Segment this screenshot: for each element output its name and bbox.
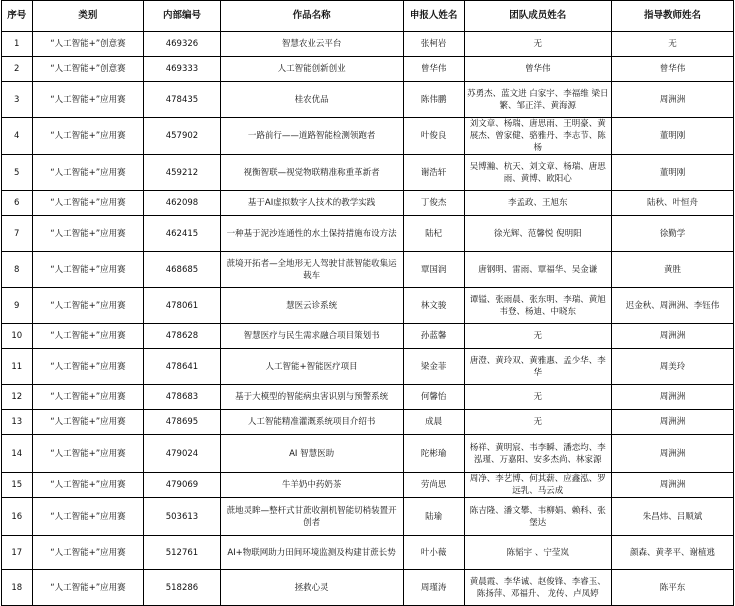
cell-code: 478683: [144, 385, 220, 410]
table-row: [2, 473, 734, 498]
cell-category: “人工智能+”应用赛: [32, 191, 144, 216]
cell-applicant: 梁金菲: [403, 349, 464, 385]
cell-members: 刘文章、杨瑞、唐思雨、王明豪、黄展杰、曾家健、骆雅丹、李志节、陈杨: [464, 118, 611, 155]
cell-category: “人工智能+”应用赛: [32, 288, 144, 324]
cell-code: 469326: [144, 32, 220, 57]
cell-title: 慧医云诊系统: [220, 288, 403, 324]
cell-title: AI 智慧医助: [220, 435, 403, 473]
cell-applicant: 陈伟鹏: [403, 82, 464, 118]
cell-title: 一种基于泥沙连通性的水土保持措施布设方法: [220, 216, 403, 252]
cell-members: 无: [464, 385, 611, 410]
cell-code: 478061: [144, 288, 220, 324]
cell-category: “人工智能+”应用赛: [32, 410, 144, 435]
cell-code: 478628: [144, 324, 220, 349]
cell-code: 457902: [144, 118, 220, 155]
table-row: [2, 536, 734, 570]
header-category: 类别: [32, 1, 144, 32]
cell-advisor: 迟金秋、周洲洲、李钰伟: [611, 288, 733, 324]
cell-title: 蔗境开拓者—全地形无人驾驶甘蔗智能收集运载车: [220, 252, 403, 288]
cell-title: 桂农优品: [220, 82, 403, 118]
cell-code: 503613: [144, 498, 220, 536]
table-row: [2, 118, 734, 155]
cell-no: 10: [2, 324, 33, 349]
cell-no: 3: [2, 82, 33, 118]
table-row: [2, 216, 734, 252]
cell-members: 李孟政、王旭东: [464, 191, 611, 216]
cell-no: 13: [2, 410, 33, 435]
table-row: [2, 155, 734, 191]
cell-category: “人工智能+”应用赛: [32, 349, 144, 385]
table-row: [2, 324, 734, 349]
cell-code: 468685: [144, 252, 220, 288]
header-row: [2, 1, 734, 32]
table-row: [2, 570, 734, 606]
cell-title: 视衡智联—视觉物联精准称重革新者: [220, 155, 403, 191]
cell-advisor: 黄胜: [611, 252, 733, 288]
cell-advisor: 周洲洲: [611, 435, 733, 473]
table-row: [2, 385, 734, 410]
table-row: [2, 435, 734, 473]
table-row: [2, 82, 734, 118]
cell-no: 1: [2, 32, 33, 57]
cell-advisor: 董明刚: [611, 155, 733, 191]
cell-category: “人工智能+”应用赛: [32, 570, 144, 606]
cell-applicant: 孙蓝馨: [403, 324, 464, 349]
cell-category: “人工智能+”应用赛: [32, 536, 144, 570]
cell-advisor: 周洲洲: [611, 385, 733, 410]
cell-advisor: 周洲洲: [611, 324, 733, 349]
cell-members: 黄晨霞、李华诚、赵俊锋、李睿玉、陈扬萍、邓福升、 龙传、卢凤婷: [464, 570, 611, 606]
cell-applicant: 成晨: [403, 410, 464, 435]
cell-applicant: 覃国润: [403, 252, 464, 288]
cell-applicant: 叶俊良: [403, 118, 464, 155]
cell-applicant: 劳尚思: [403, 473, 464, 498]
cell-members: 谭镒、张雨晨、张东明、李瑞、黄旭 韦登、杨迪、中晓东: [464, 288, 611, 324]
cell-category: “人工智能+”应用赛: [32, 498, 144, 536]
cell-code: 469333: [144, 57, 220, 82]
table-row: [2, 349, 734, 385]
cell-title: 一路前行——道路智能检测领跑者: [220, 118, 403, 155]
header-members: 团队成员姓名: [464, 1, 611, 32]
cell-no: 12: [2, 385, 33, 410]
cell-members: 无: [464, 410, 611, 435]
table-row: [2, 288, 734, 324]
cell-no: 8: [2, 252, 33, 288]
cell-code: 479069: [144, 473, 220, 498]
cell-members: 吴博瀚、杭天、刘文章、杨瑞、唐思雨、黄博、欧阳心: [464, 155, 611, 191]
cell-no: 6: [2, 191, 33, 216]
cell-no: 15: [2, 473, 33, 498]
cell-no: 9: [2, 288, 33, 324]
table-row: [2, 32, 734, 57]
cell-title: 智慧农业云平台: [220, 32, 403, 57]
cell-no: 7: [2, 216, 33, 252]
cell-advisor: 朱昌炜、吕顺斌: [611, 498, 733, 536]
cell-no: 17: [2, 536, 33, 570]
cell-title: 人工智能+智能医疗项目: [220, 349, 403, 385]
cell-advisor: 颜森、黄孝平、谢植逃: [611, 536, 733, 570]
cell-applicant: 陆瑜: [403, 498, 464, 536]
cell-no: 5: [2, 155, 33, 191]
cell-code: 518286: [144, 570, 220, 606]
cell-members: 苏勇杰、蓝文进 白家宇、李福维 梁日繁、邹正洋、黄海源: [464, 82, 611, 118]
cell-code: 478641: [144, 349, 220, 385]
cell-code: 478695: [144, 410, 220, 435]
cell-code: 479024: [144, 435, 220, 473]
table-row: [2, 57, 734, 82]
cell-title: AI+物联网助力田间环境监测及构建甘蔗长势: [220, 536, 403, 570]
cell-category: “人工智能+”应用赛: [32, 385, 144, 410]
header-advisor: 指导教师姓名: [611, 1, 733, 32]
table-row: [2, 498, 734, 536]
cell-members: 杨祥、黄明宸、韦李瞬、潘恋均、李泓瑾、万嘉阳、安多杰尚、林家源: [464, 435, 611, 473]
cell-no: 18: [2, 570, 33, 606]
cell-advisor: 周洲洲: [611, 410, 733, 435]
competition-table: [1, 0, 734, 606]
cell-category: “人工智能+”应用赛: [32, 324, 144, 349]
cell-members: 唐钢明、雷雨、覃福华、吴金谦: [464, 252, 611, 288]
cell-applicant: 陀彬瑜: [403, 435, 464, 473]
cell-advisor: 周洲洲: [611, 473, 733, 498]
cell-no: 11: [2, 349, 33, 385]
cell-title: 拯救心灵: [220, 570, 403, 606]
cell-advisor: 周美玲: [611, 349, 733, 385]
cell-category: “人工智能+”应用赛: [32, 252, 144, 288]
table-row: [2, 191, 734, 216]
cell-code: 478435: [144, 82, 220, 118]
table-row: [2, 252, 734, 288]
cell-code: 459212: [144, 155, 220, 191]
table-row: [2, 410, 734, 435]
cell-category: “人工智能+”创意赛: [32, 32, 144, 57]
cell-code: 462098: [144, 191, 220, 216]
cell-advisor: 陈平东: [611, 570, 733, 606]
cell-advisor: 无: [611, 32, 733, 57]
cell-applicant: 谢浩轩: [403, 155, 464, 191]
cell-applicant: 周瑾涛: [403, 570, 464, 606]
cell-title: 人工智能精准灌溉系统项目介绍书: [220, 410, 403, 435]
header-applicant: 申报人姓名: [403, 1, 464, 32]
cell-advisor: 陆秋、叶恒舟: [611, 191, 733, 216]
cell-members: 无: [464, 324, 611, 349]
cell-category: “人工智能+”应用赛: [32, 118, 144, 155]
cell-applicant: 丁俊杰: [403, 191, 464, 216]
cell-title: 基于AI虚拟数字人技术的教学实践: [220, 191, 403, 216]
cell-category: “人工智能+”应用赛: [32, 216, 144, 252]
cell-no: 4: [2, 118, 33, 155]
cell-members: 曾华伟: [464, 57, 611, 82]
cell-no: 16: [2, 498, 33, 536]
cell-category: “人工智能+”创意赛: [32, 57, 144, 82]
cell-advisor: 周洲洲: [611, 82, 733, 118]
cell-applicant: 叶小薇: [403, 536, 464, 570]
cell-members: 陈韬宇 、宁莹岚: [464, 536, 611, 570]
cell-category: “人工智能+”应用赛: [32, 473, 144, 498]
header-title: 作品名称: [220, 1, 403, 32]
cell-title: 智慧医疗与民生需求融合项目策划书: [220, 324, 403, 349]
cell-applicant: 曾华伟: [403, 57, 464, 82]
header-no: 序号: [2, 1, 33, 32]
header-code: 内部编号: [144, 1, 220, 32]
cell-no: 2: [2, 57, 33, 82]
cell-members: 无: [464, 32, 611, 57]
cell-title: 人工智能创新创业: [220, 57, 403, 82]
cell-category: “人工智能+”应用赛: [32, 82, 144, 118]
cell-category: “人工智能+”应用赛: [32, 435, 144, 473]
cell-applicant: 张柯岩: [403, 32, 464, 57]
cell-members: 周净、李艺博、何其薪、应鑫泓、罗远乳、马云成: [464, 473, 611, 498]
cell-applicant: 林文骏: [403, 288, 464, 324]
cell-members: 唐澄、黄玲双、黄雅惠、孟少华、李华: [464, 349, 611, 385]
cell-applicant: 何馨怡: [403, 385, 464, 410]
cell-advisor: 徐勤学: [611, 216, 733, 252]
cell-title: 基于大模型的智能病虫害识别与预警系统: [220, 385, 403, 410]
cell-applicant: 陆杞: [403, 216, 464, 252]
cell-no: 14: [2, 435, 33, 473]
cell-title: 牛羊奶中药奶茶: [220, 473, 403, 498]
cell-advisor: 董明刚: [611, 118, 733, 155]
cell-code: 462415: [144, 216, 220, 252]
cell-advisor: 曾华伟: [611, 57, 733, 82]
cell-category: “人工智能+”应用赛: [32, 155, 144, 191]
cell-members: 徐光辉、范馨悦 倪明阳: [464, 216, 611, 252]
cell-title: 蔗地灵眸—整杆式甘蔗收割机智能切梢装置开创者: [220, 498, 403, 536]
cell-code: 512761: [144, 536, 220, 570]
cell-members: 陈吉隆、潘文攀、韦柳娟、赖科、张堡达: [464, 498, 611, 536]
